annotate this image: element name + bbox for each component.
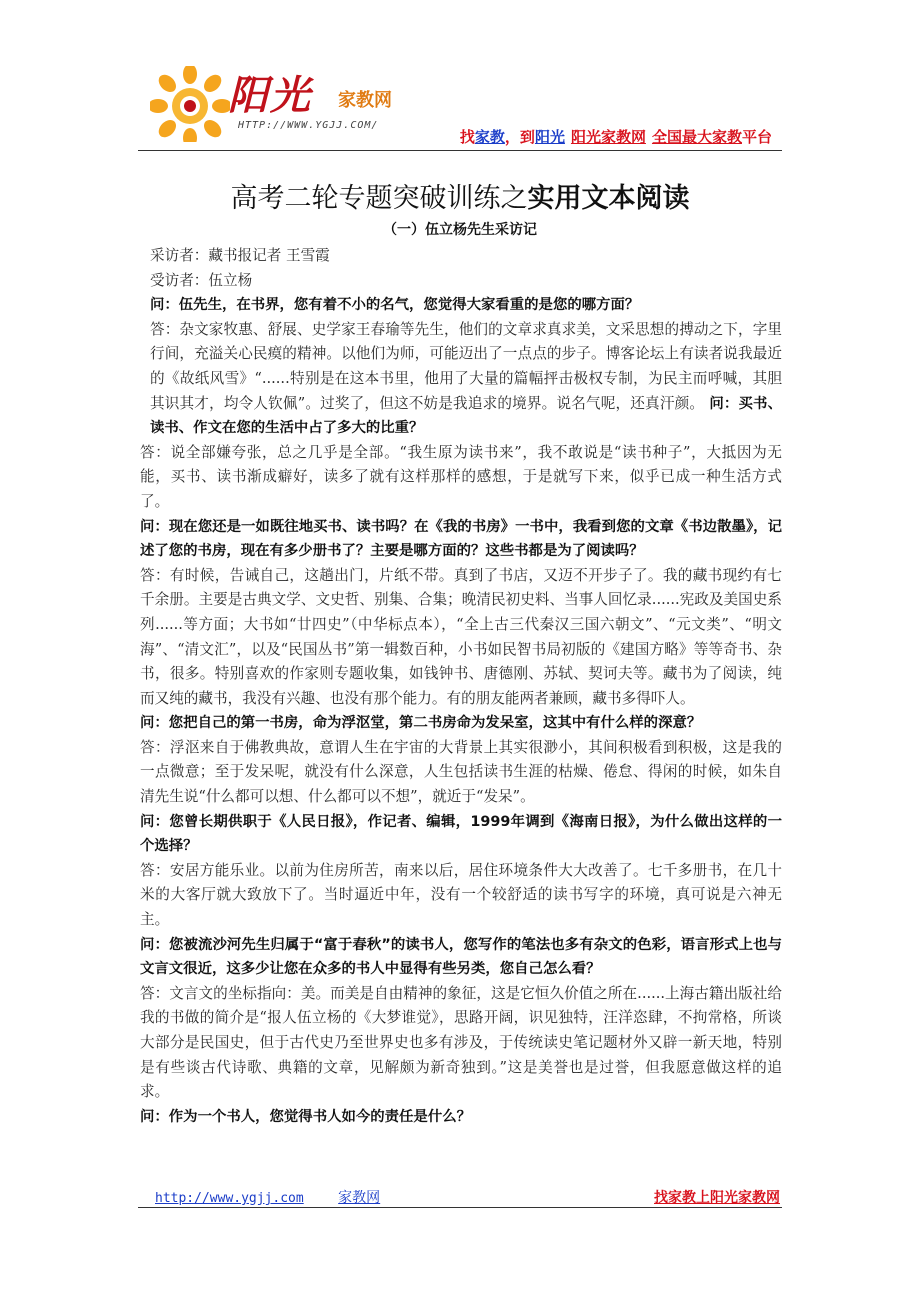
slogan-yangguang-link[interactable]: 阳光 [534, 128, 565, 146]
question-2: 问：买书、读书、作文在您的生活中占了多大的比重？ [150, 395, 783, 437]
question-5: 问：您曾长期供职于《人民日报》，作记者、编辑，1999年调到《海南日报》，为什么做出这样的一个选择？ [140, 813, 782, 855]
slogan-to: ，到 [504, 128, 535, 146]
document-subtitle: （一）伍立杨先生采访记 [383, 222, 537, 238]
answer-1-text: 答：杂文家牧惠、舒展、史学家王春瑜等先生，他们的文章求真求美，文采思想的搏动之下，字里行间，充溢关心民瘼的精神。以他们为师，可能迈出了一点点的步子。博客论坛上有读者说我最近的《故纸风雪》“......特别是在这本书里，他用了大量的篇幅抨击极权专制，为民主而呼喊，其胆其识其才，均令人钦佩”。过奖了，但这不妨是我追求的境界。说名气呢，还真汗颜。 [150, 320, 782, 412]
slogan-tagline-link[interactable]: 全国最大家教 [651, 128, 742, 146]
question-4: 问：您把自己的第一书房，命为浮沤堂，第二书房命为发呆室，这其中有什么样的深意？ [140, 715, 702, 732]
title-plain: 高考二轮专题突破训练之 [230, 183, 528, 214]
site-logo[interactable] [150, 56, 430, 146]
sun-icon [150, 66, 230, 142]
header-slogan [460, 126, 772, 147]
interviewee-line: 受访者：伍立杨 [150, 271, 253, 289]
title-bold: 实用文本阅读 [527, 183, 690, 214]
answer-3: 答：有时候，告诫自己，这趟出门，片纸不带。真到了书店，又迈不开步子了。我的藏书现约有七千余册。主要是古典文学、文史哲、别集、合集；晚清民初史料、当事人回忆录......宪政及美国史系列......等方面；大书如“廿四史”（中华标点本），“全上古三代秦汉三国六朝文”、“元文类”、“明文海”、“清文汇”，以及“民国丛书”第一辑数百种，小书如民智书局初版的《建国方略》等等奇书、杂书，很多。特别喜欢的作家则专题收集，如钱钟书、唐德刚、苏轼、契诃夫等。藏书为了阅读，纯而又纯的藏书，我没有兴趣、也没有那个能力。有的朋友能两者兼顾，藏书多得吓人。 [140, 566, 782, 707]
logo-text: 阳光 [228, 72, 312, 119]
question-1: 问：伍先生，在书界，您有着不小的名气，您觉得大家看重的是您的哪方面？ [150, 297, 640, 314]
slogan-site-link[interactable]: 阳光家教网 [570, 128, 646, 146]
slogan-find: 找 [459, 128, 475, 146]
interviewer-line: 采访者：藏书报记者 王雪霞 [150, 247, 330, 264]
answer-4: 答：浮沤来自于佛教典故，意谓人生在宇宙的大背景上其实很渺小，其间积极看到积极，这是我的一点微意；至于发呆呢，就没有什么深意，人生包括读书生涯的枯燥、倦怠、得闲的时候，如朱自清先生说“什么都可以想、什么都可以不想”，就近于“发呆”。 [140, 738, 782, 806]
footer-home-link[interactable]: 家教网 [338, 1190, 381, 1206]
answer-5: 答：安居方能乐业。以前为住房所苦，南来以后，居住环境条件大大改善了。七千多册书，在几十米的大客厅就大致放下了。当时逼近中年，没有一个较舒适的读书写字的环境，真可说是六神无主。 [140, 861, 782, 929]
article-body [140, 244, 782, 1129]
header-divider [138, 150, 782, 151]
footer-url-link[interactable]: http://www.ygjj.com [155, 1191, 304, 1206]
answer-6: 答：文言文的坐标指向：美。而美是自由精神的象征，这是它恒久价值之所在......上海古籍出版社给我的书做的简介是“报人伍立杨的《大梦谁觉》，思路开阔，识见独特，汪洋恣肆，不拘常格，所谈大部分是民国史，但于古代史乃至世界史也多有涉及，于传统读史笔记题材外又辟一新天地，特别是有些谈古代诗歌、典籍的文章，见解颇为新奇独到。”这是美誉也是过誉，但我愿意做这样的追求。 [140, 984, 782, 1101]
document-title [0, 176, 920, 215]
page-footer [155, 1187, 780, 1207]
slogan-platform: 平台 [741, 128, 772, 146]
answer-2: 答：说全部嫌夸张，总之几乎是全部。“我生原为读书来”，我不敢说是“读书种子”，大抵因为无能，买书、读书渐成癖好，读多了就有这样那样的感想，于是就写下来，似乎已成一种生活方式了。 [140, 443, 782, 510]
footer-divider [138, 1207, 782, 1208]
answer-1 [140, 318, 782, 441]
question-7: 问：作为一个书人，您觉得书人如今的责任是什么？ [140, 1108, 471, 1125]
slogan-jiajiao-link[interactable]: 家教 [474, 128, 505, 146]
question-3: 问：现在您还是一如既往地买书、读书吗？在《我的书房》一书中，我看到您的文章《书边散墨》，记述了您的书房，现在有多少册书了？主要是哪方面的？这些书都是为了阅读吗？ [140, 518, 782, 560]
logo-url: HTTP://WWW.YGJJ.COM/ [238, 120, 379, 131]
footer-slogan-link[interactable]: 找家教上阳光家教网 [654, 1190, 780, 1206]
logo-subtext: 家教网 [338, 90, 392, 111]
question-6: 问：您被流沙河先生归属于“富于春秋”的读书人，您写作的笔法也多有杂文的色彩，语言形式上也与文言文很近，这多少让您在众多的书人中显得有些另类，您自己怎么看？ [140, 936, 782, 978]
